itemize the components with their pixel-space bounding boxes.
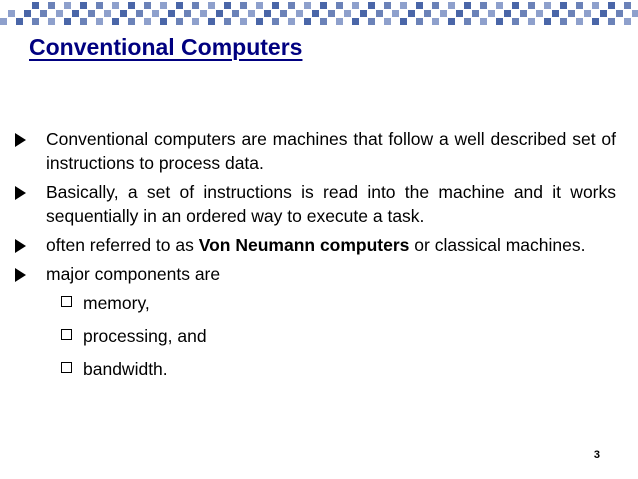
band-square [240,18,247,25]
triangle-bullet-icon [15,239,26,253]
band-square [480,2,487,9]
band-square [240,2,247,9]
band-square [448,2,455,9]
band-square [448,18,455,25]
band-square [336,2,343,9]
band-square [328,10,335,17]
band-square [64,18,71,25]
band-square [224,18,231,25]
band-square [128,2,135,9]
bullet-item-3 [12,233,616,257]
bullet-text-1: Conventional computers are machines that follow a well described set of instructions to process data. [46,129,616,173]
band-square [296,10,303,17]
band-square [456,10,463,17]
band-square [512,18,519,25]
band-square [208,2,215,9]
band-square [576,2,583,9]
sub-bullet-item-bandwidth [61,357,616,381]
band-square [144,2,151,9]
band-square [416,18,423,25]
band-square [24,10,31,17]
band-square [120,10,127,17]
sub-bullet-item-processing [61,324,616,348]
band-square [544,18,551,25]
band-square [560,18,567,25]
band-square [184,10,191,17]
band-square [80,18,87,25]
band-square [160,18,167,25]
band-square [616,10,623,17]
band-square [80,2,87,9]
band-square [464,2,471,9]
band-square [352,18,359,25]
band-square [400,18,407,25]
band-square [528,18,535,25]
square-bullet-icon [61,362,72,373]
band-square [416,2,423,9]
band-square [152,10,159,17]
band-square [568,10,575,17]
band-square [464,18,471,25]
triangle-bullet-icon [15,268,26,282]
band-square [384,18,391,25]
band-square [432,18,439,25]
band-square [160,2,167,9]
band-square [608,2,615,9]
band-square [488,10,495,17]
band-square [480,18,487,25]
band-square [632,10,638,17]
band-square [608,18,615,25]
band-square [288,2,295,9]
band-square [280,10,287,17]
band-square [408,10,415,17]
band-square [528,2,535,9]
square-bullet-icon [61,329,72,340]
band-square [424,10,431,17]
band-square [320,18,327,25]
band-square [48,2,55,9]
band-square [440,10,447,17]
band-square [624,18,631,25]
band-square [496,18,503,25]
sub-bullet-list [12,291,616,381]
band-square [192,18,199,25]
band-square [192,2,199,9]
band-square [552,10,559,17]
band-square [536,10,543,17]
band-square [344,10,351,17]
band-square [496,2,503,9]
band-square [320,2,327,9]
band-square [472,10,479,17]
band-square [304,18,311,25]
band-square [216,10,223,17]
bullet-text-4: major components are [46,264,221,284]
band-square [48,18,55,25]
checkered-header-band [0,0,638,30]
band-square [168,10,175,17]
band-square [56,10,63,17]
bullet-list [12,127,616,390]
sub-bullet-text: bandwidth. [83,359,168,379]
bullet-text-2: Basically, a set of instructions is read into the machine and it works sequentially in an ordered way to execute a task. [46,182,616,226]
band-square [520,10,527,17]
band-square [248,10,255,17]
band-square [0,18,7,25]
band-square [272,18,279,25]
band-square [104,10,111,17]
von-neumann-term: Von Neumann computers [198,235,410,255]
band-square [136,10,143,17]
band-square [112,18,119,25]
band-square [208,18,215,25]
band-square [352,2,359,9]
bullet-item-4 [12,262,616,286]
sub-bullet-text: processing, and [83,326,207,346]
band-square [288,18,295,25]
band-square [128,18,135,25]
band-square [256,2,263,9]
band-square [376,10,383,17]
band-square [32,18,39,25]
band-square [16,18,23,25]
band-square [8,10,15,17]
band-square [624,2,631,9]
bullet-text-3-after: or classical machines. [409,235,586,255]
band-square [32,2,39,9]
band-square [504,10,511,17]
bullet-text-3-before: often referred to as [46,235,199,255]
slide-title: Conventional Computers [29,34,303,60]
band-square [312,10,319,17]
band-square [200,10,207,17]
slide-number: 3 [593,449,600,461]
band-square [64,2,71,9]
band-square [112,2,119,9]
band-square [560,2,567,9]
band-square [544,2,551,9]
band-square [176,18,183,25]
bullet-item-1 [12,127,616,175]
bullet-item-2 [12,180,616,228]
band-square [584,10,591,17]
band-square [392,10,399,17]
band-square [224,2,231,9]
triangle-bullet-icon [15,186,26,200]
square-bullet-icon [61,296,72,307]
band-square [592,18,599,25]
sub-bullet-item-memory [61,291,616,315]
band-square [336,18,343,25]
band-square [72,10,79,17]
band-square [432,2,439,9]
band-square [304,2,311,9]
band-square [600,10,607,17]
band-square [368,2,375,9]
band-square [272,2,279,9]
band-square [264,10,271,17]
band-square [176,2,183,9]
band-square [592,2,599,9]
band-square [96,2,103,9]
band-square [232,10,239,17]
band-square [256,18,263,25]
sub-bullet-text: memory, [83,293,150,313]
triangle-bullet-icon [15,133,26,147]
band-square [576,18,583,25]
band-square [400,2,407,9]
band-square [512,2,519,9]
band-square [40,10,47,17]
band-square [368,18,375,25]
band-square [96,18,103,25]
band-square [360,10,367,17]
band-square [88,10,95,17]
band-square [144,18,151,25]
band-square [384,2,391,9]
